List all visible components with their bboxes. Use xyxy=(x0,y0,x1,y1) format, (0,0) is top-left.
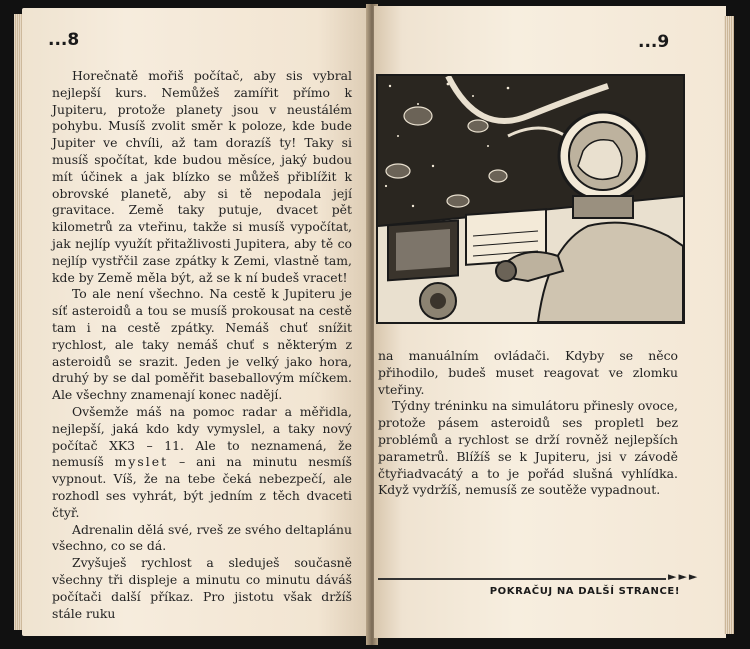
footer-rule xyxy=(378,578,666,580)
paragraph-3 xyxy=(52,404,352,522)
right-page-number: ...9 xyxy=(638,32,670,52)
astronaut-cockpit-illustration xyxy=(376,74,685,324)
right-page-edge xyxy=(724,16,734,634)
emphasized-word: myslet xyxy=(114,454,169,470)
illustration-drawing xyxy=(378,76,683,322)
paragraph-1: Horečnatě mořiš počítač, aby sis vybral nejlepší kurs. Nemůžeš zamířit přímo k Jupiteru, protože planety jsou v neustálém pohybu. Musíš zvolit směr k poloze, kde bude Jupiter ve chvíli, až tam dorazíš ty! Taky si musíš spočítat, kde budou měsíce, jaký budou mít účinek a jak blízko se můžeš přiblížit k obrovské planetě, aby si tě nepodala její gravitace. Země taky putuje, dvacet pět kilometrů za vteřinu, takže si musíš vypočítat, jak nejlíp využít přitažlivosti Jupitera, aby tě co nejlíp vystřčil zase zpátky k Zemi, vlastně tam, kde by Země měla být, až se k ní budeš vracet! xyxy=(52,68,352,285)
paragraph-2: To ale není všechno. Na cestě k Jupiteru je síť asteroidů a tou se musíš prokousat na cestě tam i na cestě zpátky. Nemáš chuť snížit rychlost, ale taky nemáš chuť s některým z asteroidů se srazit. Jeden je velký jako hora, druhý by se dal poměřit baseballovým míčkem. Ale všechny znamenají konec nadějí. xyxy=(52,286,352,403)
paragraph-4: Adrenalin dělá své, rveš ze svého deltaplánu všechno, co se dá. xyxy=(52,521,352,554)
paragraph-3-start: Ovšemže máš na pomoc radar a měřidla, nejlepší, jaká kdo kdy vymyslel, a taky nový počítač XK3 – 11. Ale to neznamená, že nemusíš xyxy=(52,403,352,470)
paragraph-3-end: – ani na minutu nesmíš vypnout. Víš, že na tebe čeká nebezpečí, ale rozhodl ses vyhrát, být jedním z těch dvaceti čtyř. xyxy=(52,454,352,520)
right-paragraph-1: na manuálním ovládači. Kdyby se něco přihodilo, budeš muset reagovat ve zlomku vteřiny. xyxy=(378,348,678,397)
paragraph-5: Zvyšuješ rychlost a sleduješ současně všechny tři displeje a minutu co minutu dáváš počítači další příkaz. Pro jistotu však držíš stále ruku xyxy=(52,555,352,621)
left-page-number: ...8 xyxy=(48,30,80,50)
right-paragraph-2: Týdny tréninku na simulátoru přinesly ovoce, protože pásem asteroidů ses propletl bez problémů a rychlost se drží rovněž nejlepších parametrů. Blížíš se k Jupiteru, jsi v závodě čtyřiadvacátý a to je pořád slušná vyhlídka. Když vydržíš, nemusíš ze soutěže vypadnout. xyxy=(378,398,678,498)
arrow-icon: ►►► xyxy=(668,570,700,583)
continue-prompt: POKRAČUJ NA DALŠÍ STRANCE! xyxy=(489,586,680,597)
right-page-text xyxy=(378,348,678,499)
left-page-text xyxy=(52,68,352,622)
